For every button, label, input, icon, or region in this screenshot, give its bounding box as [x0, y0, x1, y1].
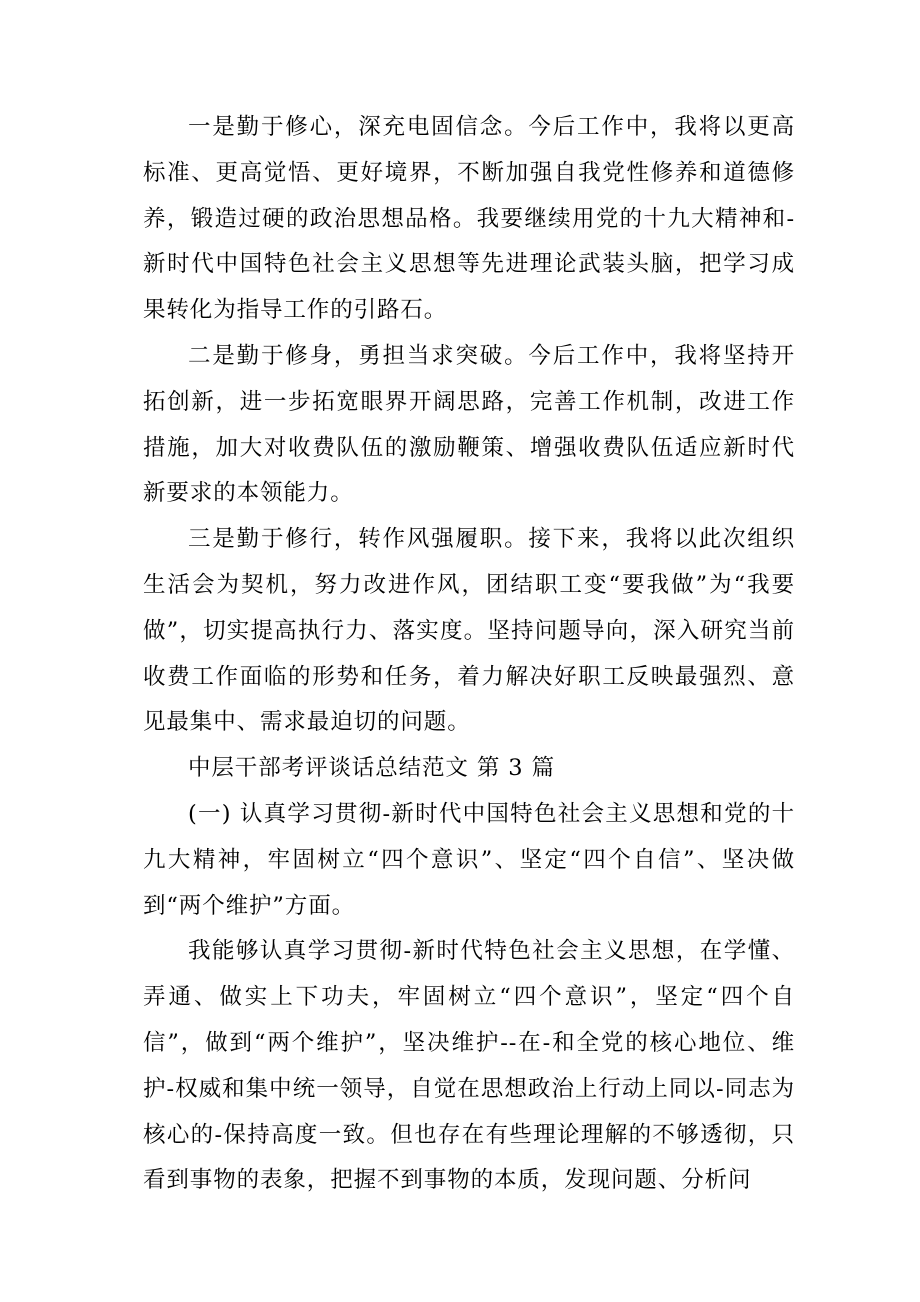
paragraph-3: 三是勤于修行，转作风强履职。接下来，我将以此次组织生活会为契机，努力改进作风，团结职工变“要我做”为“我要做”，切实提高执行力、落实度。坚持问题导向，深入研究当前收费工作面临的形势和任务，着力解决好职工反映最强烈、意见最集中、需求最迫切的问题。: [143, 526, 795, 736]
paragraph-4: (一) 认真学习贯彻-新时代中国特色社会主义思想和党的十九大精神，牢固树立“四个意识”、坚定“四个自信”、坚决做到“两个维护”方面。: [143, 800, 795, 919]
document-body: [143, 105, 795, 1204]
paragraph-1: 一是勤于修心，深充电固信念。今后工作中，我将以更高标准、更高觉悟、更好境界，不断加强自我党性修养和道德修养，锻造过硬的政治思想品格。我要继续用党的十九大精神和-新时代中国特色社会主义思想等先进理论武装头脑，把学习成果转化为指导工作的引路石。: [143, 114, 795, 324]
paragraph-2: 二是勤于修身，勇担当求突破。今后工作中，我将坚持开拓创新，进一步拓宽眼界开阔思路，完善工作机制，改进工作措施，加大对收费队伍的激励鞭策、增强收费队伍适应新时代新要求的本领能力。: [143, 342, 795, 507]
section-heading: 中层干部考评谈话总结范文 第 3 篇: [188, 755, 555, 782]
paragraph-5: 我能够认真学习贯彻-新时代特色社会主义思想，在学懂、弄通、做实上下功夫，牢固树立“四个意识”，坚定“四个自信”，做到“两个维护”，坚决维护--在-和全党的核心地位、维护-权威和集中统一领导，自觉在思想政治上行动上同以-同志为核心的-保持高度一致。但也存在有些理论理解的不够透彻，只看到事物的表象，把握不到事物的本质，发现问题、分析问: [143, 938, 795, 1194]
